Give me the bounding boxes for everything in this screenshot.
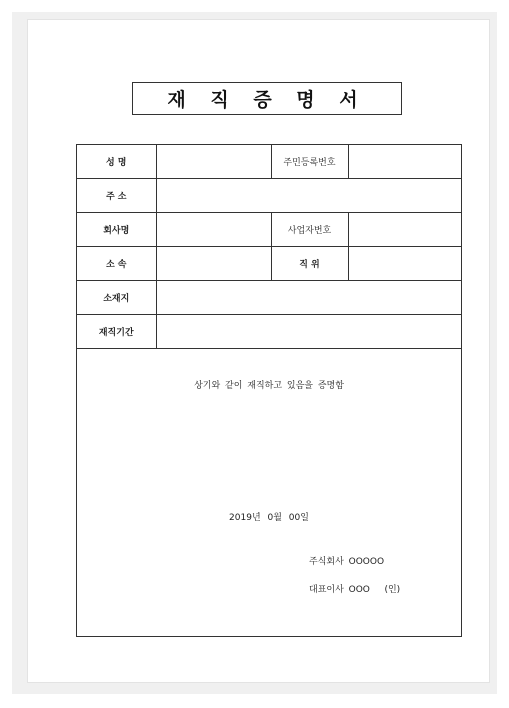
- document-page: [27, 19, 490, 683]
- value-resident-number: [348, 145, 461, 179]
- certificate-form: [76, 144, 462, 637]
- value-name: [156, 145, 271, 179]
- table-row-employment-period: [77, 315, 461, 349]
- info-table: [77, 145, 461, 349]
- label-department: 소 속: [77, 247, 156, 281]
- issue-date: 2019년 0월 00일: [229, 513, 309, 523]
- table-row-location: [77, 281, 461, 315]
- value-business-number: [348, 213, 461, 247]
- value-employment-period: [156, 315, 461, 349]
- label-name: 성 명: [77, 145, 156, 179]
- table-row-address: [77, 179, 461, 213]
- label-resident-number: 주민등록번호: [271, 145, 348, 179]
- certification-statement: 상기와 같이 재직하고 있음을 증명함: [194, 381, 344, 391]
- label-company-name: 회사명: [77, 213, 156, 247]
- value-department: [156, 247, 271, 281]
- viewer-background: [12, 12, 497, 694]
- ceo-signature: 대표이사 OOO (인): [309, 585, 401, 595]
- value-address: [156, 179, 461, 213]
- label-business-number: 사업자번호: [271, 213, 348, 247]
- company-name: 주식회사 OOOOO: [309, 557, 385, 567]
- table-row-company: [77, 213, 461, 247]
- label-position: 직 위: [271, 247, 348, 281]
- value-position: [348, 247, 461, 281]
- table-row-name: [77, 145, 461, 179]
- document-title: 재 직 증 명 서: [132, 82, 402, 115]
- label-employment-period: 재직기간: [77, 315, 156, 349]
- table-row-department: [77, 247, 461, 281]
- value-location: [156, 281, 461, 315]
- label-address: 주 소: [77, 179, 156, 213]
- label-location: 소재지: [77, 281, 156, 315]
- value-company-name: [156, 213, 271, 247]
- certificate-body: [77, 350, 461, 636]
